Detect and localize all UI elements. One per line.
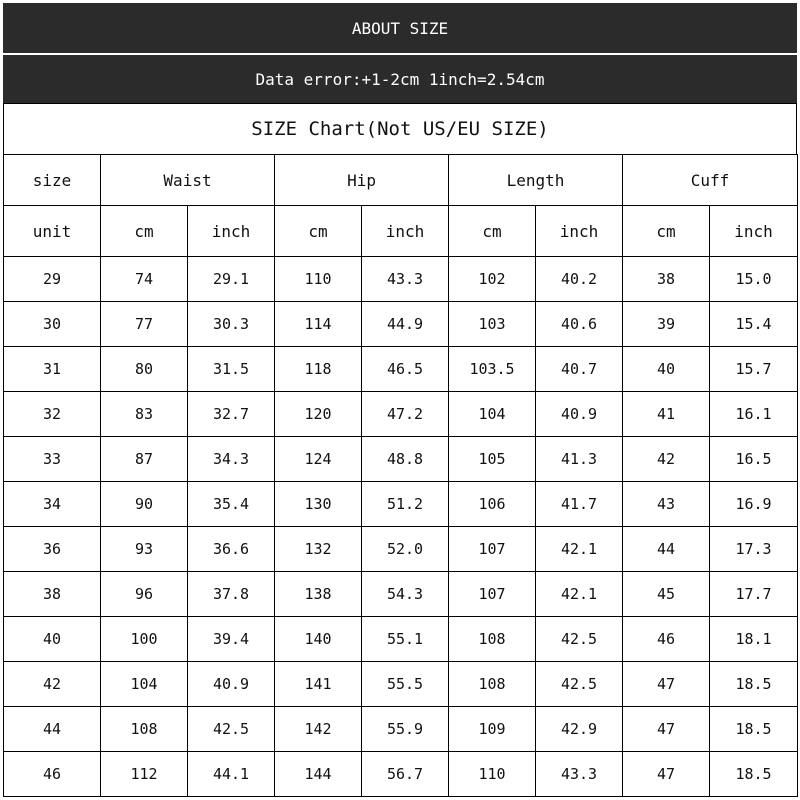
hip-inch-cell: 47.2 bbox=[362, 392, 449, 437]
length-inch-cell: 42.5 bbox=[536, 617, 623, 662]
data-error-note: Data error:+1-2cm 1inch=2.54cm bbox=[255, 69, 545, 89]
cuff-inch-cell: 17.3 bbox=[710, 527, 798, 572]
table-row bbox=[4, 752, 798, 797]
waist-cm-cell: 74 bbox=[101, 257, 188, 302]
table-row bbox=[4, 482, 798, 527]
table-row bbox=[4, 437, 798, 482]
cuff-inch-cell: 16.1 bbox=[710, 392, 798, 437]
waist-cm-cell: 108 bbox=[101, 707, 188, 752]
length-inch-cell: 40.2 bbox=[536, 257, 623, 302]
length-cm-cell: 110 bbox=[449, 752, 536, 797]
length-cm-header: cm bbox=[449, 206, 536, 257]
waist-header: Waist bbox=[101, 155, 275, 206]
waist-cm-cell: 83 bbox=[101, 392, 188, 437]
length-inch-cell: 43.3 bbox=[536, 752, 623, 797]
size-cell: 42 bbox=[4, 662, 101, 707]
length-cm-cell: 104 bbox=[449, 392, 536, 437]
length-cm-cell: 107 bbox=[449, 572, 536, 617]
length-cm-cell: 105 bbox=[449, 437, 536, 482]
cuff-cm-cell: 44 bbox=[623, 527, 710, 572]
length-inch-cell: 42.5 bbox=[536, 662, 623, 707]
hip-inch-header: inch bbox=[362, 206, 449, 257]
hip-inch-cell: 55.5 bbox=[362, 662, 449, 707]
length-inch-cell: 42.9 bbox=[536, 707, 623, 752]
length-inch-header: inch bbox=[536, 206, 623, 257]
hip-cm-cell: 140 bbox=[275, 617, 362, 662]
size-header: size bbox=[4, 155, 101, 206]
hip-inch-cell: 44.9 bbox=[362, 302, 449, 347]
length-inch-cell: 40.7 bbox=[536, 347, 623, 392]
hip-cm-cell: 130 bbox=[275, 482, 362, 527]
waist-cm-cell: 93 bbox=[101, 527, 188, 572]
size-cell: 36 bbox=[4, 527, 101, 572]
cuff-cm-cell: 38 bbox=[623, 257, 710, 302]
size-table bbox=[3, 154, 798, 797]
waist-cm-cell: 104 bbox=[101, 662, 188, 707]
waist-cm-cell: 90 bbox=[101, 482, 188, 527]
cuff-cm-cell: 42 bbox=[623, 437, 710, 482]
about-size-title: ABOUT SIZE bbox=[351, 18, 449, 38]
waist-cm-cell: 112 bbox=[101, 752, 188, 797]
cuff-header: Cuff bbox=[623, 155, 798, 206]
waist-inch-cell: 32.7 bbox=[188, 392, 275, 437]
hip-inch-cell: 56.7 bbox=[362, 752, 449, 797]
hip-cm-cell: 114 bbox=[275, 302, 362, 347]
hip-inch-cell: 55.9 bbox=[362, 707, 449, 752]
table-row bbox=[4, 662, 798, 707]
cuff-cm-cell: 46 bbox=[623, 617, 710, 662]
size-cell: 34 bbox=[4, 482, 101, 527]
hip-cm-cell: 141 bbox=[275, 662, 362, 707]
waist-inch-cell: 30.3 bbox=[188, 302, 275, 347]
waist-inch-cell: 44.1 bbox=[188, 752, 275, 797]
table-row bbox=[4, 347, 798, 392]
hip-inch-cell: 43.3 bbox=[362, 257, 449, 302]
table-row bbox=[4, 617, 798, 662]
cuff-inch-cell: 15.4 bbox=[710, 302, 798, 347]
cuff-inch-header: inch bbox=[710, 206, 798, 257]
waist-inch-cell: 31.5 bbox=[188, 347, 275, 392]
hip-inch-cell: 51.2 bbox=[362, 482, 449, 527]
size-chart-title-row bbox=[3, 103, 797, 155]
cuff-inch-cell: 18.1 bbox=[710, 617, 798, 662]
length-cm-cell: 108 bbox=[449, 617, 536, 662]
cuff-inch-cell: 18.5 bbox=[710, 707, 798, 752]
waist-inch-cell: 37.8 bbox=[188, 572, 275, 617]
cuff-inch-cell: 15.0 bbox=[710, 257, 798, 302]
length-cm-cell: 103 bbox=[449, 302, 536, 347]
hip-header: Hip bbox=[275, 155, 449, 206]
cuff-cm-cell: 47 bbox=[623, 752, 710, 797]
hip-cm-cell: 144 bbox=[275, 752, 362, 797]
hip-cm-cell: 118 bbox=[275, 347, 362, 392]
size-cell: 30 bbox=[4, 302, 101, 347]
cuff-cm-cell: 43 bbox=[623, 482, 710, 527]
hip-cm-header: cm bbox=[275, 206, 362, 257]
cuff-cm-cell: 45 bbox=[623, 572, 710, 617]
size-cell: 40 bbox=[4, 617, 101, 662]
length-cm-cell: 106 bbox=[449, 482, 536, 527]
waist-cm-cell: 77 bbox=[101, 302, 188, 347]
length-inch-cell: 42.1 bbox=[536, 572, 623, 617]
length-inch-cell: 40.6 bbox=[536, 302, 623, 347]
cuff-inch-cell: 15.7 bbox=[710, 347, 798, 392]
length-inch-cell: 40.9 bbox=[536, 392, 623, 437]
hip-inch-cell: 48.8 bbox=[362, 437, 449, 482]
waist-inch-cell: 42.5 bbox=[188, 707, 275, 752]
hip-inch-cell: 55.1 bbox=[362, 617, 449, 662]
size-chart-title: SIZE Chart(Not US/EU SIZE) bbox=[251, 118, 549, 140]
table-row bbox=[4, 257, 798, 302]
hip-cm-cell: 120 bbox=[275, 392, 362, 437]
length-cm-cell: 103.5 bbox=[449, 347, 536, 392]
cuff-cm-cell: 47 bbox=[623, 662, 710, 707]
size-cell: 29 bbox=[4, 257, 101, 302]
waist-inch-cell: 40.9 bbox=[188, 662, 275, 707]
length-header: Length bbox=[449, 155, 623, 206]
length-cm-cell: 107 bbox=[449, 527, 536, 572]
length-inch-cell: 41.7 bbox=[536, 482, 623, 527]
cuff-cm-cell: 41 bbox=[623, 392, 710, 437]
waist-cm-cell: 100 bbox=[101, 617, 188, 662]
cuff-inch-cell: 18.5 bbox=[710, 662, 798, 707]
hip-cm-cell: 138 bbox=[275, 572, 362, 617]
hip-inch-cell: 46.5 bbox=[362, 347, 449, 392]
hip-cm-cell: 110 bbox=[275, 257, 362, 302]
size-cell: 33 bbox=[4, 437, 101, 482]
length-cm-cell: 109 bbox=[449, 707, 536, 752]
waist-inch-cell: 39.4 bbox=[188, 617, 275, 662]
hip-inch-cell: 52.0 bbox=[362, 527, 449, 572]
hip-cm-cell: 142 bbox=[275, 707, 362, 752]
length-inch-cell: 41.3 bbox=[536, 437, 623, 482]
cuff-inch-cell: 17.7 bbox=[710, 572, 798, 617]
length-inch-cell: 42.1 bbox=[536, 527, 623, 572]
size-cell: 38 bbox=[4, 572, 101, 617]
table-row bbox=[4, 707, 798, 752]
cuff-cm-header: cm bbox=[623, 206, 710, 257]
length-cm-cell: 108 bbox=[449, 662, 536, 707]
waist-cm-cell: 80 bbox=[101, 347, 188, 392]
cuff-inch-cell: 16.5 bbox=[710, 437, 798, 482]
waist-inch-cell: 35.4 bbox=[188, 482, 275, 527]
size-cell: 46 bbox=[4, 752, 101, 797]
hip-cm-cell: 124 bbox=[275, 437, 362, 482]
waist-inch-cell: 36.6 bbox=[188, 527, 275, 572]
about-size-banner bbox=[3, 3, 797, 53]
waist-inch-cell: 34.3 bbox=[188, 437, 275, 482]
waist-cm-cell: 96 bbox=[101, 572, 188, 617]
size-cell: 44 bbox=[4, 707, 101, 752]
table-row bbox=[4, 302, 798, 347]
cuff-cm-cell: 47 bbox=[623, 707, 710, 752]
data-error-banner bbox=[3, 55, 797, 103]
table-row bbox=[4, 572, 798, 617]
size-cell: 31 bbox=[4, 347, 101, 392]
waist-cm-cell: 87 bbox=[101, 437, 188, 482]
header-row-groups bbox=[4, 155, 798, 206]
cuff-inch-cell: 18.5 bbox=[710, 752, 798, 797]
cuff-cm-cell: 40 bbox=[623, 347, 710, 392]
header-row-units bbox=[4, 206, 798, 257]
cuff-inch-cell: 16.9 bbox=[710, 482, 798, 527]
cuff-cm-cell: 39 bbox=[623, 302, 710, 347]
hip-inch-cell: 54.3 bbox=[362, 572, 449, 617]
size-cell: 32 bbox=[4, 392, 101, 437]
table-row bbox=[4, 392, 798, 437]
waist-cm-header: cm bbox=[101, 206, 188, 257]
waist-inch-header: inch bbox=[188, 206, 275, 257]
length-cm-cell: 102 bbox=[449, 257, 536, 302]
table-row bbox=[4, 527, 798, 572]
unit-header: unit bbox=[4, 206, 101, 257]
waist-inch-cell: 29.1 bbox=[188, 257, 275, 302]
hip-cm-cell: 132 bbox=[275, 527, 362, 572]
